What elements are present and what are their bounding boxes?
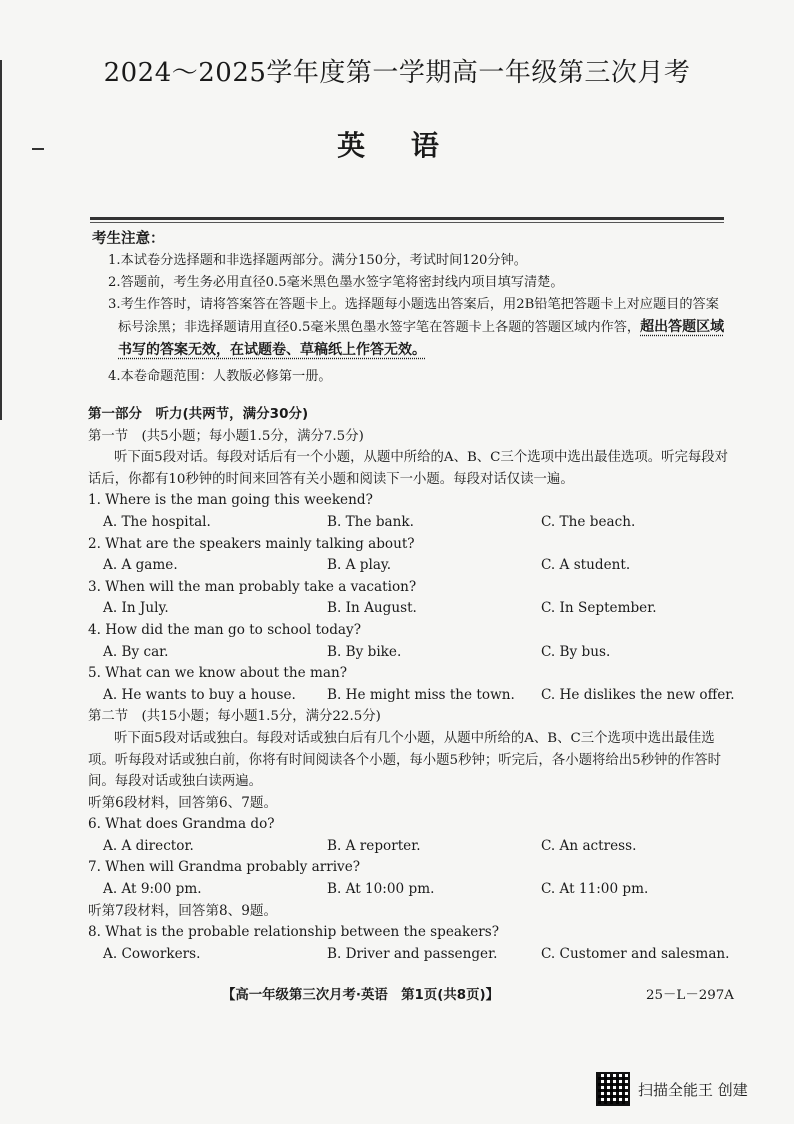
option-3b: B. In August. [327, 600, 417, 617]
exam-title: 2024～2025学年度第一学期高一年级第三次月考 [103, 58, 691, 88]
option-8c: C. Customer and salesman. [541, 945, 730, 962]
options-5 [88, 685, 738, 707]
option-3c: C. In September. [541, 600, 657, 617]
footer-page-info: 【高一年级第三次月考·英语 第1页(共8页)】 [222, 988, 499, 1003]
option-2c: C. A student. [541, 557, 631, 574]
notice-item-3 [92, 294, 732, 362]
option-4a: A. By car. [103, 643, 169, 660]
question-4: 4. How did the man go to school today? [88, 621, 361, 638]
watermark-text: 扫描全能王 创建 [638, 1080, 748, 1099]
option-8b: B. Driver and passenger. [327, 945, 498, 962]
options-8 [88, 944, 738, 966]
option-6b: B. A reporter. [327, 837, 421, 854]
option-1c: C. The beach. [541, 513, 636, 530]
option-1b: B. The bank. [327, 513, 414, 530]
option-8a: A. Coworkers. [103, 945, 201, 962]
options-2 [88, 555, 738, 577]
option-4c: C. By bus. [541, 643, 611, 660]
part1-heading: 第一部分 听力(共两节，满分30分) [88, 406, 309, 422]
option-5c: C. He dislikes the new offer. [541, 686, 735, 703]
material-6-label: 听第6段材料，回答第6、7题。 [88, 794, 278, 811]
footer-code: 25－L－297A [646, 988, 734, 1003]
notice-item-4: 4.本卷命题范围：人教版必修第一册。 [108, 369, 332, 384]
options-6 [88, 836, 738, 858]
notice-item-3-text: 3.考生作答时，请将答案答在答题卡上。选择题每小题选出答案后，用2B铅笔把答题卡上对应题目的答案标号涂黑；非选择题请用直径0.5毫米黑色墨水签字笔在答题卡上各题的答题区域内作答， [108, 297, 719, 335]
option-4b: B. By bike. [327, 643, 402, 660]
notice-block [92, 228, 732, 388]
option-2b: B. A play. [327, 557, 392, 574]
section2-instructions: 听下面5段对话或独白。每段对话或独白后有几个小题，从题中所给的A、B、C三个选项中选出最佳选项。听每段对话或独白前，你将有时间阅读各个小题，每小题5秒钟；听完后，各小题将给出5秒钟的作答时间。每段对话或独白读两遍。 [88, 730, 722, 790]
option-5b: B. He might miss the town. [327, 686, 515, 703]
notice-item-3-emphasis: 超出答题区域书写的答案无效，在试题卷、草稿纸上作答无效。 [118, 319, 725, 358]
header-rule-thin [90, 222, 724, 223]
option-5a: A. He wants to buy a house. [103, 686, 296, 703]
option-7b: B. At 10:00 pm. [327, 881, 435, 898]
listening-part [88, 404, 738, 965]
question-6: 6. What does Grandma do? [88, 816, 275, 833]
question-8: 8. What is the probable relationship between the speakers? [88, 924, 500, 941]
option-2a: A. A game. [103, 557, 178, 574]
option-1a: A. The hospital. [103, 513, 211, 530]
section1-heading: 第一节 (共5小题；每小题1.5分，满分7.5分) [88, 428, 364, 444]
notice-item-2: 2.答题前，考生务必用直径0.5毫米黑色墨水签字笔将密封线内项目填写清楚。 [108, 275, 564, 290]
question-7: 7. When will Grandma probably arrive? [88, 859, 361, 876]
question-3: 3. When will the man probably take a vacation? [88, 578, 417, 595]
options-1 [88, 512, 738, 534]
material-7-label: 听第7段材料，回答第8、9题。 [88, 902, 278, 919]
scanner-watermark [596, 1072, 748, 1106]
question-2: 2. What are the speakers mainly talking about? [88, 535, 415, 552]
option-7a: A. At 9:00 pm. [103, 881, 202, 898]
option-6a: A. A director. [103, 837, 194, 854]
section1-instructions: 听下面5段对话。每段对话后有一个小题，从题中所给的A、B、C三个选项中选出最佳选项。听完每段对话后，你都有10秒钟的时间来回答有关小题和阅读下一小题。每段对话仅读一遍。 [88, 450, 729, 487]
binding-line [0, 60, 2, 420]
question-5: 5. What can we know about the man? [88, 665, 347, 682]
options-7 [88, 879, 738, 901]
option-7c: C. At 11:00 pm. [541, 881, 649, 898]
option-3a: A. In July. [103, 600, 169, 617]
question-1: 1. Where is the man going this weekend? [88, 492, 373, 509]
options-3 [88, 598, 738, 620]
options-4 [88, 642, 738, 664]
notice-item-1: 1.本试卷分选择题和非选择题两部分。满分150分，考试时间120分钟。 [108, 253, 527, 268]
section2-heading: 第二节 (共15小题；每小题1.5分，满分22.5分) [88, 709, 381, 725]
option-6c: C. An actress. [541, 837, 637, 854]
header-rule-thick [90, 217, 724, 220]
subject-title: 英 语 [337, 129, 457, 162]
notice-title: 考生注意： [92, 230, 165, 247]
qr-code-icon [596, 1072, 630, 1106]
